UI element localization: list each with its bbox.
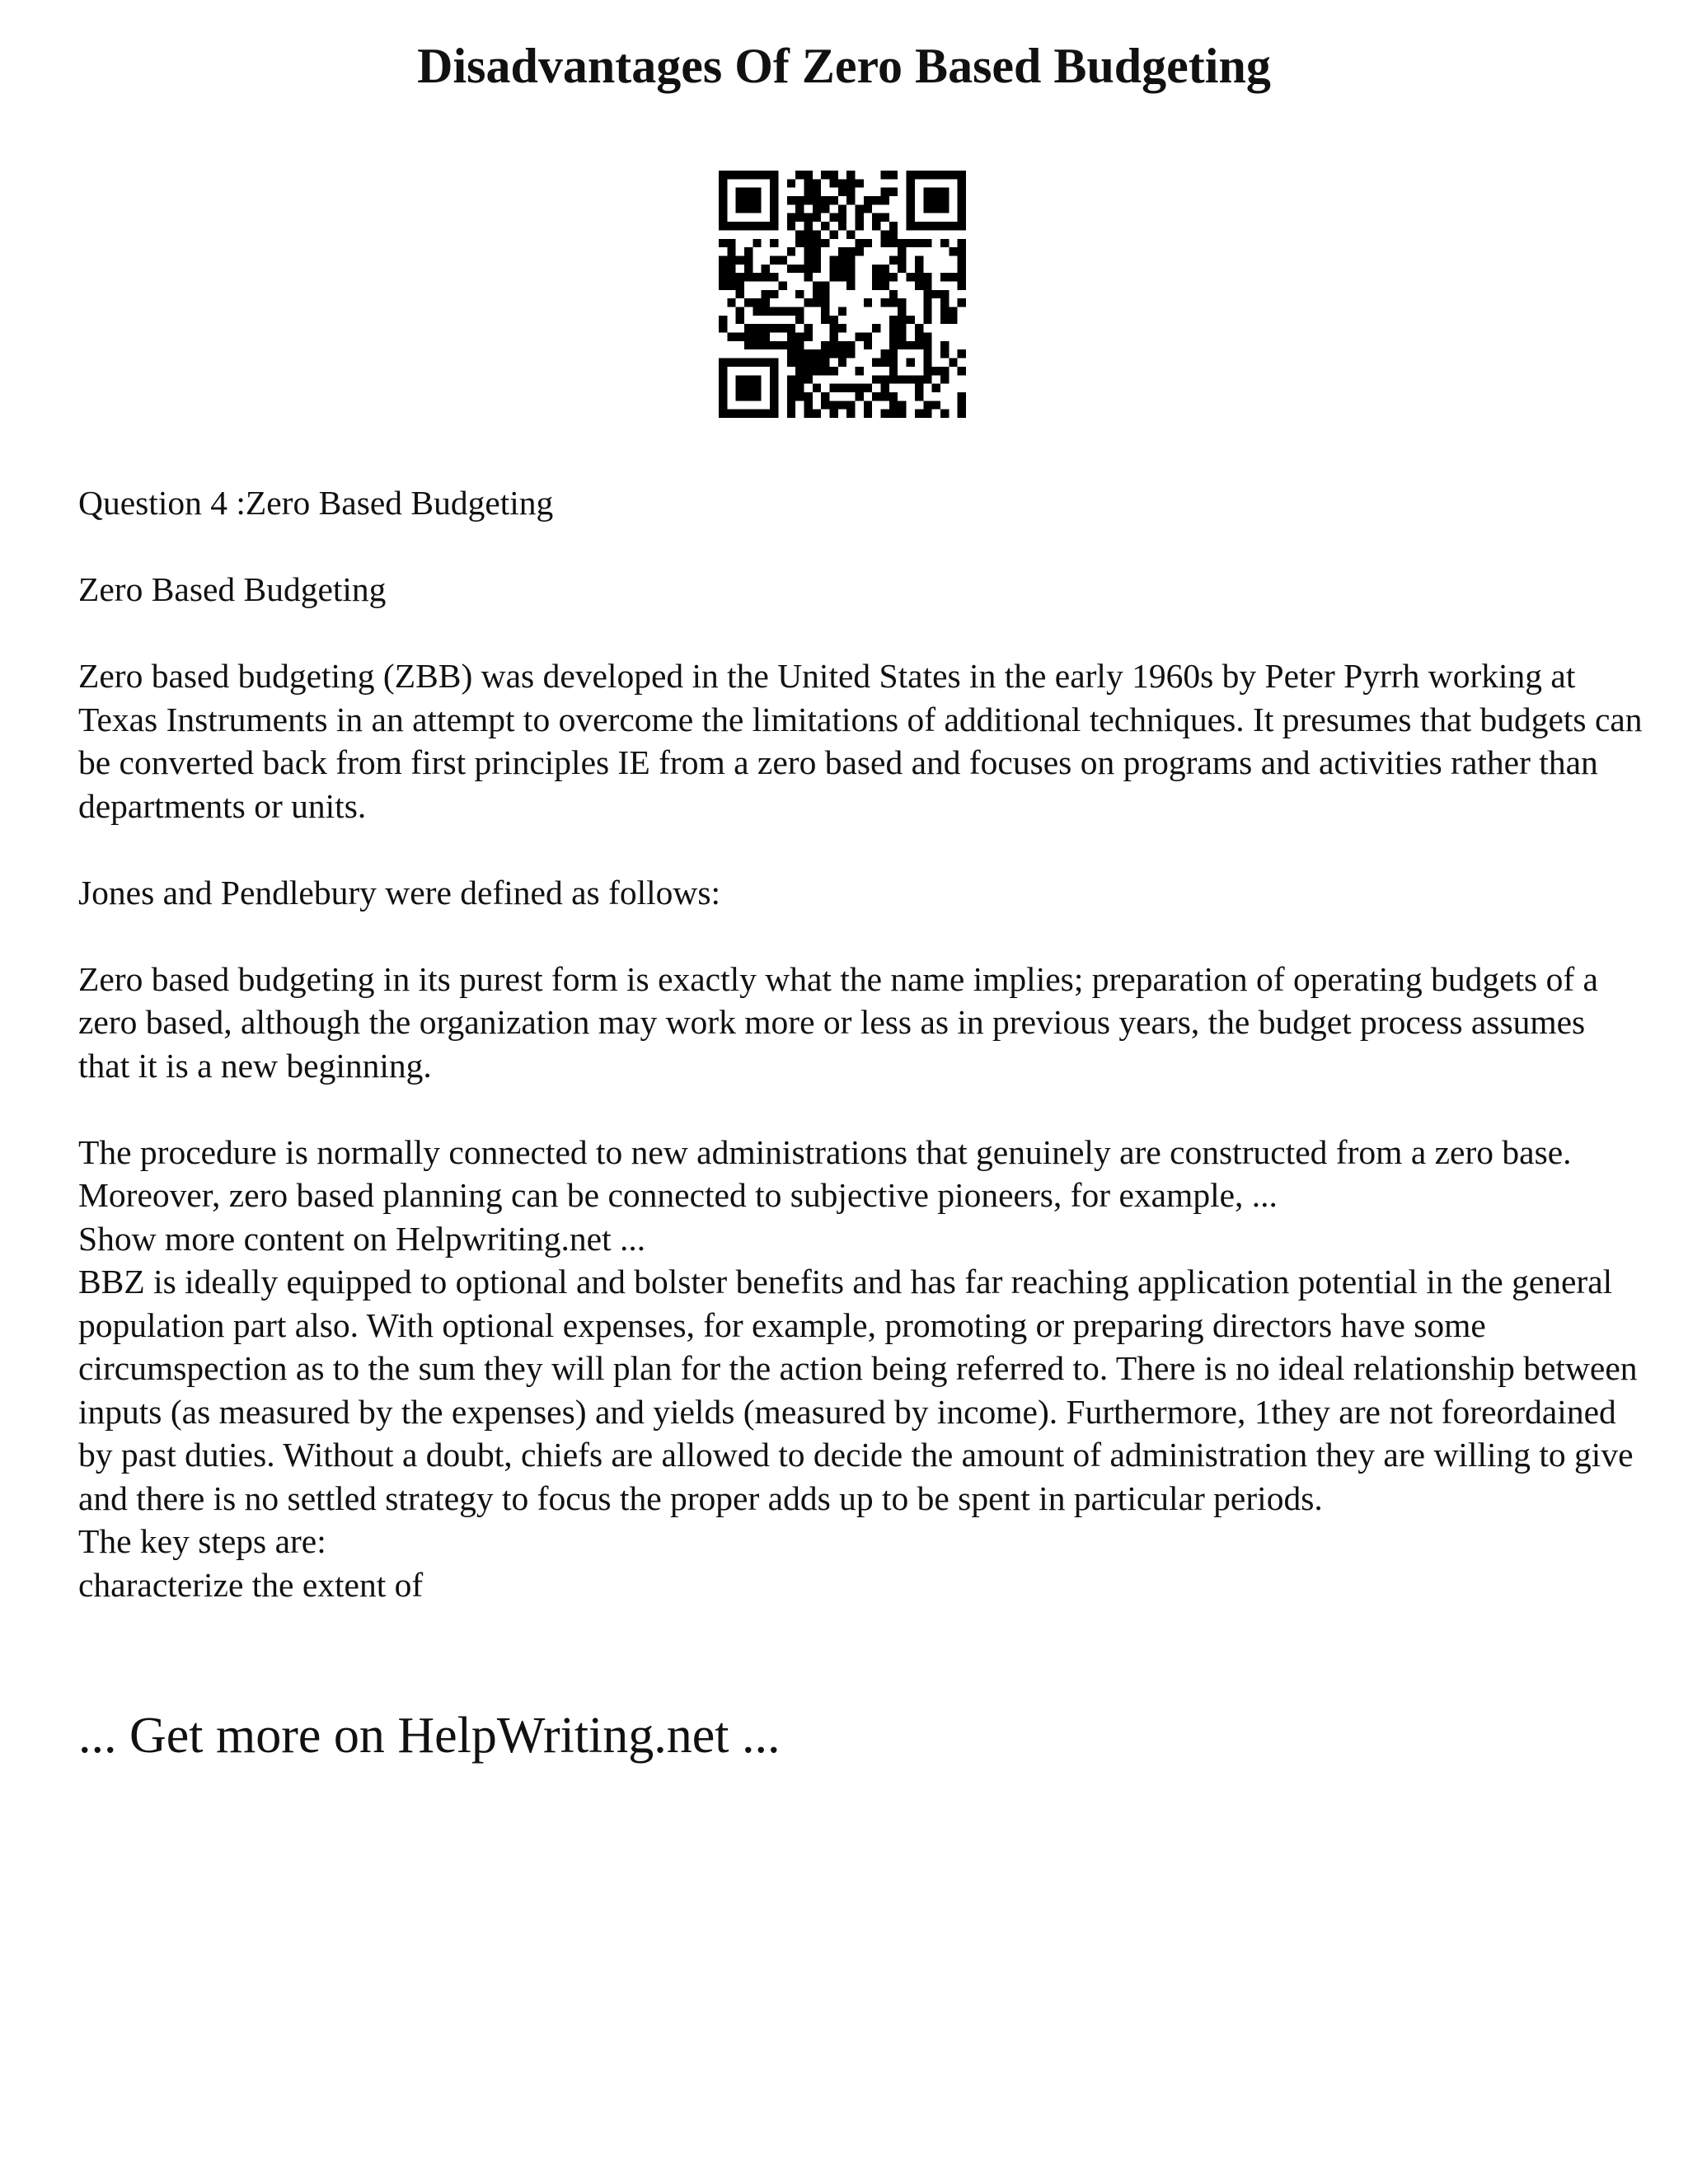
document-title: Disadvantages Of Zero Based Budgeting — [417, 39, 1271, 93]
document-body — [78, 481, 1644, 1606]
qr-code-graphic — [719, 171, 966, 418]
intro-paragraph: Zero based budgeting (ZBB) was developed in the United States in the early 1960s by Peter Pyrrh working at Texas Instruments in an attempt to overcome the limitations of additional techniques. It presumes that budgets can be converted back from first principles IE from a zero based and focuses on programs and activities rather than departments or units. — [78, 657, 1643, 825]
definition-intro: Jones and Pendlebury were defined as follows: — [78, 873, 721, 912]
key-steps-label: The key steps are: — [78, 1522, 326, 1560]
show-more-link[interactable]: Show more content on Helpwriting.net ... — [78, 1219, 646, 1258]
definition-paragraph: Zero based budgeting in its purest form is exactly what the name implies; preparation of operating budgets of a zero based, although the organization may work more or less as in previous years, the budget process assumes that it is a new beginning. — [78, 959, 1598, 1085]
bbz-paragraph: BBZ is ideally equipped to optional and bolster benefits and has far reaching application potential in the general population part also. With optional expenses, for example, promoting or preparing directors have some circumspection as to the sum they will plan for the action being referred to. There is no ideal relationship between inputs (as measured by the expenses) and yields (measured by income). Furthermore, 1they are not foreordained by past duties. Without a doubt, chiefs are allowed to decide the amount of administration they are willing to give and there is no settled strategy to focus the proper adds up to be spent in particular periods. — [78, 1263, 1638, 1517]
section-heading: Zero Based Budgeting — [78, 570, 387, 608]
procedure-paragraph: The procedure is normally connected to new administrations that genuinely are constructed from a zero base. Moreover, zero based planning can be connected to subjective pioneers, for example, ... — [78, 1132, 1572, 1214]
question-heading: Question 4 :Zero Based Budgeting — [78, 484, 554, 522]
truncated-line: characterize the extent of — [78, 1565, 424, 1604]
qr-code-icon — [719, 171, 966, 418]
get-more-link[interactable]: ... Get more on HelpWriting.net ... — [78, 1708, 781, 1764]
